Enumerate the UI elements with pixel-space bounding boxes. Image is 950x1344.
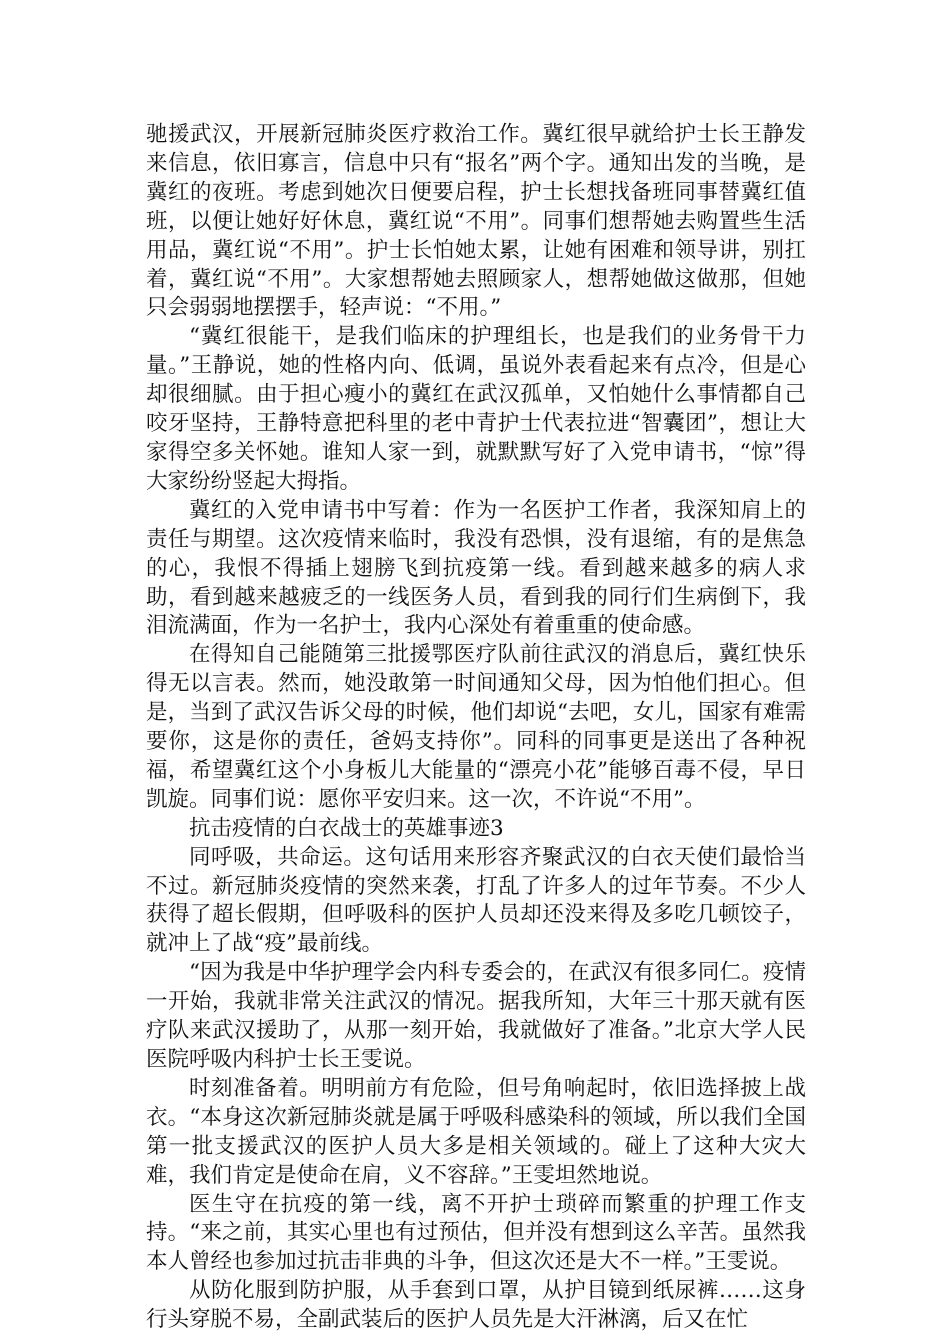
- paragraph-body: 冀红的入党申请书中写着：作为一名医护工作者，我深知肩上的责任与期望。这次疫情来临时，我没有恐惧，没有退缩，有的是焦急的心，我恨不得插上翅膀飞到抗疫第一线。看到越来越多的病人求助，看到越来越疲乏的一线医务人员，看到我的同行们生病倒下，我泪流满面，作为一名护士，我内心深处有着重重的使命感。: [146, 497, 806, 639]
- document-page: [146, 121, 806, 1335]
- paragraph-body: 时刻准备着。明明前方有危险，但号角响起时，依旧选择披上战衣。“本身这次新冠肺炎就是属于呼吸科感染科的领域，所以我们全国第一批支援武汉的医护人员大多是相关领域的。碰上了这种大灾大难，我们肯定是使命在肩，义不容辞。”王雯坦然地说。: [146, 1075, 806, 1188]
- paragraph-body: 在得知自己能随第三批援鄂医疗队前往武汉的消息后，冀红快乐得无以言表。然而，她没敢第一时间通知父母，因为怕他们担心。但是，当到了武汉告诉父母的时候，他们却说“去吧，女儿，国家有难需要你，这是你的责任，爸妈支持你”。同科的同事更是送出了各种祝福，希望冀红这个小身板儿大能量的“漂亮小花”能够百毒不侵，早日凯旋。同事们说：愿你平安归来。这一次，不许说“不用”。: [146, 642, 806, 812]
- section-heading: 抗击疫情的白衣战士的英雄事迹3: [189, 815, 504, 841]
- paragraph-body: “因为我是中华护理学会内科专委会的，在武汉有很多同仁。疫情一开始，我就非常关注武汉的情况。据我所知，大年三十那天就有医疗队来武汉援助了，从那一刻开始，我就做好了准备。”北京大学人民医院呼吸内科护士长王雯说。: [146, 960, 806, 1072]
- paragraph-body: 医生守在抗疫的第一线，离不开护士琐碎而繁重的护理工作支持。“来之前，其实心里也有过预估，但并没有想到这么辛苦。虽然我本人曾经也参加过抗击非典的斗争，但这次还是大不一样。”王雯说。: [146, 1191, 806, 1275]
- paragraph-body: 从防化服到防护服，从手套到口罩，从护目镜到纸尿裤……这身行头穿脱不易，全副武装后的医护人员先是大汗淋漓，后又在忙: [146, 1278, 806, 1333]
- paragraph-body: “冀红很能干，是我们临床的护理组长，也是我们的业务骨干力量。”王静说，她的性格内向、低调，虽说外表看起来有点冷，但是心却很细腻。由于担心瘦小的冀红在武汉孤单，又怕她什么事情都自己咬牙坚持，王静特意把科里的老中青护士代表拉进“智囊团”，想让大家得空多关怀她。谁知人家一到，就默默写好了入党申请书，“惊”得大家纷纷竖起大拇指。: [146, 324, 806, 494]
- paragraph-continuation: 驰援武汉，开展新冠肺炎医疗救治工作。冀红很早就给护士长王静发来信息，依旧寡言，信息中只有“报名”两个字。通知出发的当晚，是冀红的夜班。考虑到她次日便要启程，护士长想找备班同事替冀红值班，以便让她好好休息，冀红说“不用”。同事们想帮她去购置些生活用品，冀红说“不用”。护士长怕她太累，让她有困难和领导讲，别扛着，冀红说“不用”。大家想帮她去照顾家人，想帮她做这做那，但她只会弱弱地摆摆手，轻声说：“不用。”: [146, 122, 806, 321]
- paragraph-body: 同呼吸，共命运。这句话用来形容齐聚武汉的白衣天使们最恰当不过。新冠肺炎疫情的突然来袭，打乱了许多人的过年节奏。不少人获得了超长假期，但呼吸科的医护人员却还没来得及多吃几顿饺子，就冲上了战“疫”最前线。: [146, 844, 806, 957]
